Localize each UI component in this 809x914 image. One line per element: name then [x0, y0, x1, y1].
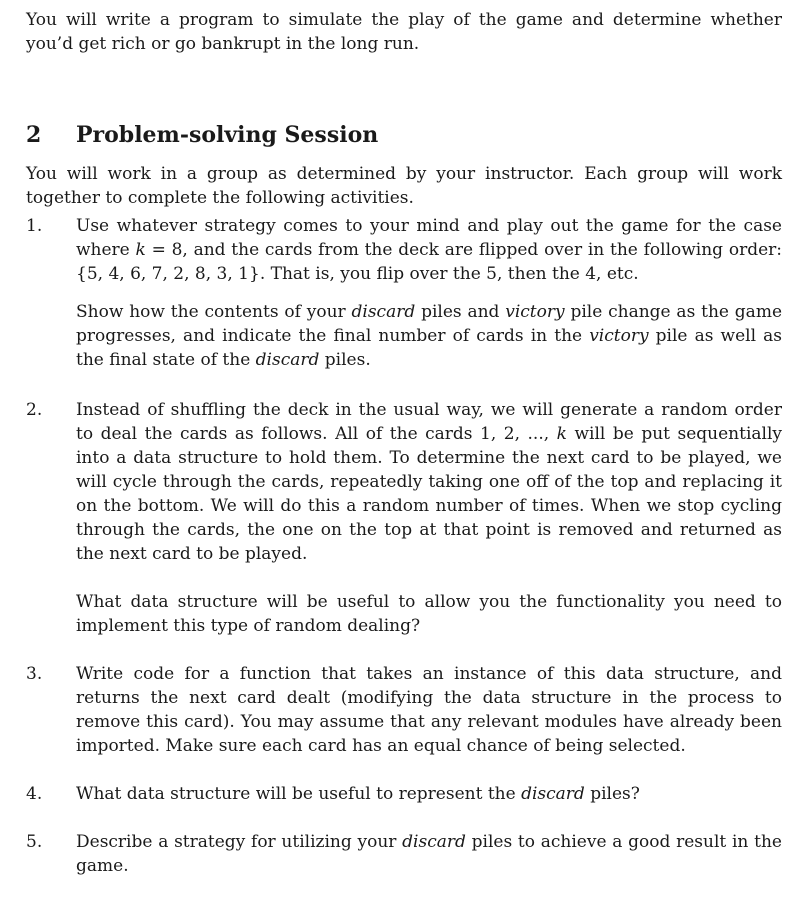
item-3-paragraph: Write code for a function that takes an instance of this data structure, and returns the next card dealt (modifying the data structure in the process to remove this card). You may assume that any relevant modules have already been imported. Make sure each card has an equal chance of being selected. [76, 664, 782, 756]
section-title: Problem-solving Session [76, 122, 379, 148]
intro-paragraph: You will write a program to simulate the play of the game and determine whether you’d get rich or go bankrupt in the long run. [26, 10, 782, 54]
list-item [26, 398, 782, 638]
item-1-paragraph-2: Show how the contents of your discard piles and victory pile change as the game progresses, and indicate the final number of cards in the victory pile as well as the final state of the discard piles. [76, 302, 783, 370]
list-item [26, 662, 782, 758]
item-4-paragraph: What data structure will be useful to represent the discard piles? [76, 784, 640, 804]
list-item-body [76, 398, 782, 638]
item-2-paragraph-2: What data structure will be useful to allow you the functionality you need to implement this type of random dealing? [76, 592, 782, 636]
list-marker: 5. [26, 832, 43, 852]
list-marker: 2. [26, 400, 43, 420]
list-item-body [76, 830, 782, 878]
item-5-paragraph: Describe a strategy for utilizing your discard piles to achieve a good result in the game. [76, 832, 782, 876]
list-item-body [76, 214, 782, 372]
list-marker: 3. [26, 664, 43, 684]
document-page [26, 8, 782, 878]
section-intro: You will work in a group as determined by your instructor. Each group will work together to complete the following activities. [26, 164, 782, 208]
list-marker: 1. [26, 216, 43, 236]
list-item [26, 214, 782, 372]
section-heading [26, 120, 782, 150]
item-2-paragraph-1: Instead of shuffling the deck in the usual way, we will generate a random order to deal the cards as follows. All of the cards 1, 2, ..., k will be put sequentially into a data structure to hold them. To determine the next card to be played, we will cycle through the cards, repeatedly taking one off of the top and replacing it on the bottom. We will do this a random number of times. When we stop cycling through the cards, the one on the top at that point is removed and returned as the next card to be played. [76, 400, 783, 564]
list-item [26, 830, 782, 878]
list-item-body [76, 662, 782, 758]
item-1-paragraph-1: Use whatever strategy comes to your mind and play out the game for the case where k = 8, and the cards from the deck are flipped over in the following order: {5, 4, 6, 7, 2, 8, 3, 1}. That is, you flip over the 5, then the 4, etc. [76, 216, 782, 284]
section-number: 2 [26, 122, 42, 148]
list-marker: 4. [26, 784, 43, 804]
activity-list [26, 214, 782, 878]
list-item [26, 782, 782, 806]
list-item-body [76, 782, 782, 806]
